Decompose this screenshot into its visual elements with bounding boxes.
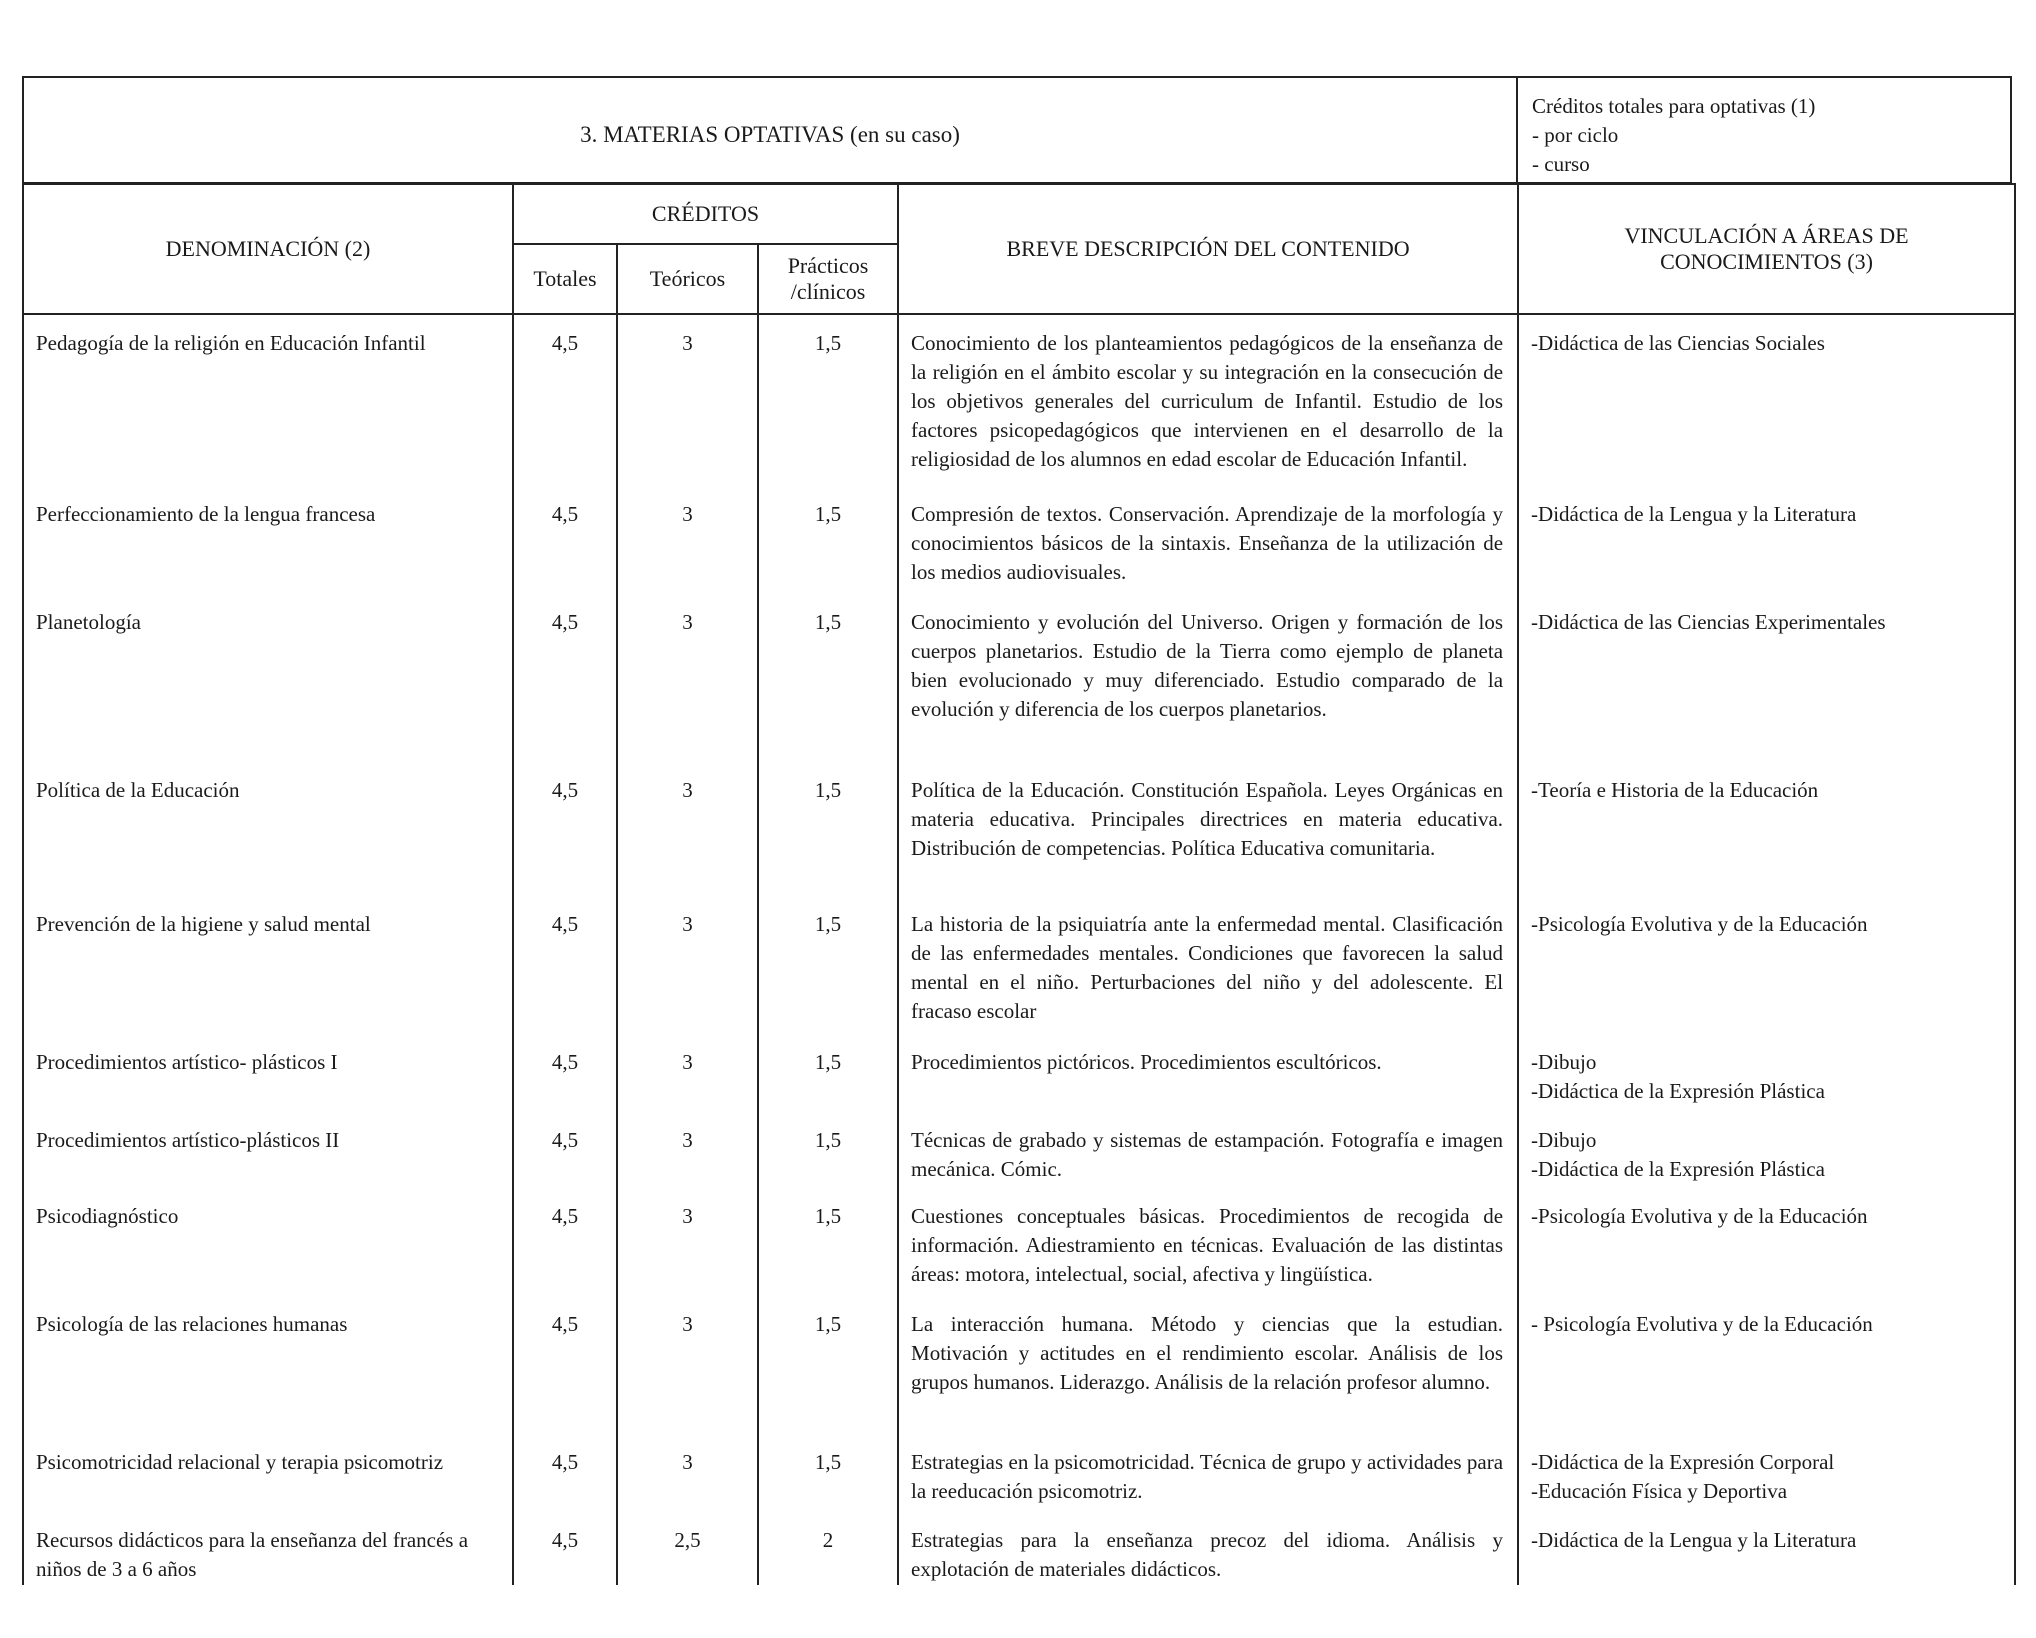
credits-practicos: 1,5 <box>758 1296 898 1434</box>
subjects-table <box>22 183 2016 1585</box>
area-item: -Didáctica de las Ciencias Experimentales <box>1531 610 1886 634</box>
credits-practicos: 1,5 <box>758 1188 898 1296</box>
credits-practicos: 1,5 <box>758 1112 898 1188</box>
subject-name: Procedimientos artístico- plásticos I <box>23 1034 513 1112</box>
subject-description: Estrategias en la psicomotricidad. Técnica de grupo y actividades para la reeducación psicomotriz. <box>898 1434 1518 1512</box>
subject-name: Prevención de la higiene y salud mental <box>23 896 513 1034</box>
credits-teoricos: 3 <box>617 1112 758 1188</box>
col-header-practicos: Prácticos /clínicos <box>758 244 898 314</box>
credits-practicos: 1,5 <box>758 486 898 594</box>
table-row <box>23 594 2015 762</box>
credits-teoricos: 3 <box>617 1296 758 1434</box>
subject-description: Técnicas de grabado y sistemas de estampación. Fotografía e imagen mecánica. Cómic. <box>898 1112 1518 1188</box>
col-header-descripcion: BREVE DESCRIPCIÓN DEL CONTENIDO <box>898 184 1518 314</box>
area-item: -Psicología Evolutiva y de la Educación <box>1531 1204 1868 1228</box>
knowledge-areas <box>1518 1434 2015 1512</box>
table-row <box>23 762 2015 896</box>
subject-description: La historia de la psiquiatría ante la enfermedad mental. Clasificación de las enfermedades mentales. Condiciones que favorecen la salud mental en el niño. Perturbaciones del niño y del adolescente. El fracaso escolar <box>898 896 1518 1034</box>
subject-name: Procedimientos artístico-plásticos II <box>23 1112 513 1188</box>
knowledge-areas <box>1518 1296 2015 1434</box>
col-header-teoricos: Teóricos <box>617 244 758 314</box>
subject-name: Planetología <box>23 594 513 762</box>
table-row <box>23 1296 2015 1434</box>
document-sheet <box>22 76 2012 1581</box>
subject-name: Psicología de las relaciones humanas <box>23 1296 513 1434</box>
subject-description: Política de la Educación. Constitución Española. Leyes Orgánicas en materia educativa. Principales directrices en materia educativa. Distribución de competencias. Política Educativa comunitaria. <box>898 762 1518 896</box>
subject-description: Compresión de textos. Conservación. Aprendizaje de la morfología y conocimientos básicos de la sintaxis. Enseñanza de la utilización de los medios audiovisuales. <box>898 486 1518 594</box>
knowledge-areas <box>1518 1512 2015 1585</box>
area-item: -Didáctica de la Expresión Plástica <box>1531 1157 1825 1181</box>
credits-totales: 4,5 <box>513 896 617 1034</box>
knowledge-areas <box>1518 1112 2015 1188</box>
credits-line: Créditos totales para optativas (1) <box>1532 94 1816 118</box>
credits-totales: 4,5 <box>513 762 617 896</box>
area-item: -Didáctica de la Lengua y la Literatura <box>1531 502 1857 526</box>
credits-totales: 4,5 <box>513 486 617 594</box>
credits-teoricos: 3 <box>617 896 758 1034</box>
credits-totales: 4,5 <box>513 1434 617 1512</box>
area-item: -Psicología Evolutiva y de la Educación <box>1531 912 1868 936</box>
credits-teoricos: 3 <box>617 1188 758 1296</box>
credits-teoricos: 3 <box>617 594 758 762</box>
area-item: -Dibujo <box>1531 1128 1597 1152</box>
credits-practicos: 1,5 <box>758 314 898 486</box>
col-header-denominacion: DENOMINACIÓN (2) <box>23 184 513 314</box>
credits-teoricos: 3 <box>617 762 758 896</box>
credits-practicos: 1,5 <box>758 762 898 896</box>
area-item: - Psicología Evolutiva y de la Educación <box>1531 1312 1873 1336</box>
area-item: -Dibujo <box>1531 1050 1597 1074</box>
subject-name: Perfeccionamiento de la lengua francesa <box>23 486 513 594</box>
credits-line: - curso <box>1532 152 1590 176</box>
credits-totales: 4,5 <box>513 314 617 486</box>
credits-totales: 4,5 <box>513 594 617 762</box>
table-row <box>23 1512 2015 1585</box>
knowledge-areas <box>1518 1188 2015 1296</box>
subject-description: Cuestiones conceptuales básicas. Procedimientos de recogida de información. Adiestramiento en técnicas. Evaluación de las distintas áreas: motora, intelectual, social, afectiva y lingüística. <box>898 1188 1518 1296</box>
optional-credits-box <box>1518 78 2010 182</box>
table-row <box>23 1434 2015 1512</box>
credits-teoricos: 2,5 <box>617 1512 758 1585</box>
subject-name: Pedagogía de la religión en Educación Infantil <box>23 314 513 486</box>
credits-totales: 4,5 <box>513 1112 617 1188</box>
col-header-creditos: CRÉDITOS <box>513 184 898 244</box>
credits-practicos: 1,5 <box>758 896 898 1034</box>
credits-practicos: 1,5 <box>758 1434 898 1512</box>
table-row <box>23 314 2015 486</box>
subject-description: Estrategias para la enseñanza precoz del idioma. Análisis y explotación de materiales didácticos. <box>898 1512 1518 1585</box>
credits-practicos: 1,5 <box>758 1034 898 1112</box>
col-header-vinculacion: VINCULACIÓN A ÁREAS DE CONOCIMIENTOS (3) <box>1518 184 2015 314</box>
credits-line: - por ciclo <box>1532 123 1619 147</box>
area-item: -Educación Física y Deportiva <box>1531 1479 1788 1503</box>
credits-practicos: 1,5 <box>758 594 898 762</box>
subject-name: Política de la Educación <box>23 762 513 896</box>
credits-totales: 4,5 <box>513 1034 617 1112</box>
area-item: -Didáctica de la Expresión Plástica <box>1531 1079 1825 1103</box>
knowledge-areas <box>1518 486 2015 594</box>
section-header <box>22 76 2012 184</box>
knowledge-areas <box>1518 1034 2015 1112</box>
table-row <box>23 896 2015 1034</box>
section-title: 3. MATERIAS OPTATIVAS (en su caso) <box>24 78 1518 182</box>
credits-practicos: 2 <box>758 1512 898 1585</box>
credits-totales: 4,5 <box>513 1512 617 1585</box>
table-row <box>23 1112 2015 1188</box>
credits-teoricos: 3 <box>617 1434 758 1512</box>
knowledge-areas <box>1518 594 2015 762</box>
subject-name: Recursos didácticos para la enseñanza del francés a niños de 3 a 6 años <box>23 1512 513 1585</box>
credits-teoricos: 3 <box>617 1034 758 1112</box>
credits-teoricos: 3 <box>617 314 758 486</box>
area-item: -Didáctica de la Expresión Corporal <box>1531 1450 1835 1474</box>
area-item: -Teoría e Historia de la Educación <box>1531 778 1819 802</box>
subject-description: La interacción humana. Método y ciencias que la estudian. Motivación y actitudes en el rendimiento escolar. Análisis de los grupos humanos. Liderazgo. Análisis de la relación profesor alumno. <box>898 1296 1518 1434</box>
knowledge-areas <box>1518 762 2015 896</box>
subject-name: Psicomotricidad relacional y terapia psicomotriz <box>23 1434 513 1512</box>
col-header-totales: Totales <box>513 244 617 314</box>
area-item: -Didáctica de la Lengua y la Literatura <box>1531 1528 1857 1552</box>
table-row <box>23 486 2015 594</box>
subject-name: Psicodiagnóstico <box>23 1188 513 1296</box>
knowledge-areas <box>1518 896 2015 1034</box>
knowledge-areas <box>1518 314 2015 486</box>
credits-totales: 4,5 <box>513 1296 617 1434</box>
credits-teoricos: 3 <box>617 486 758 594</box>
subject-description: Conocimiento de los planteamientos pedagógicos de la enseñanza de la religión en el ámbito escolar y su integración en la consecución de los objetivos generales del curriculum de Infantil. Estudio de los factores psicopedagógicos que intervienen en el desarrollo de la religiosidad de los alumnos en edad escolar de Educación Infantil. <box>898 314 1518 486</box>
table-row <box>23 1188 2015 1296</box>
area-item: -Didáctica de las Ciencias Sociales <box>1531 331 1825 355</box>
subject-description: Conocimiento y evolución del Universo. Origen y formación de los cuerpos planetarios. Estudio de la Tierra como ejemplo de planeta bien evolucionado y muy diferenciado. Estudio comparado de la evolución y diferencia de los cuerpos planetarios. <box>898 594 1518 762</box>
table-row <box>23 1034 2015 1112</box>
credits-totales: 4,5 <box>513 1188 617 1296</box>
subject-description: Procedimientos pictóricos. Procedimientos escultóricos. <box>898 1034 1518 1112</box>
